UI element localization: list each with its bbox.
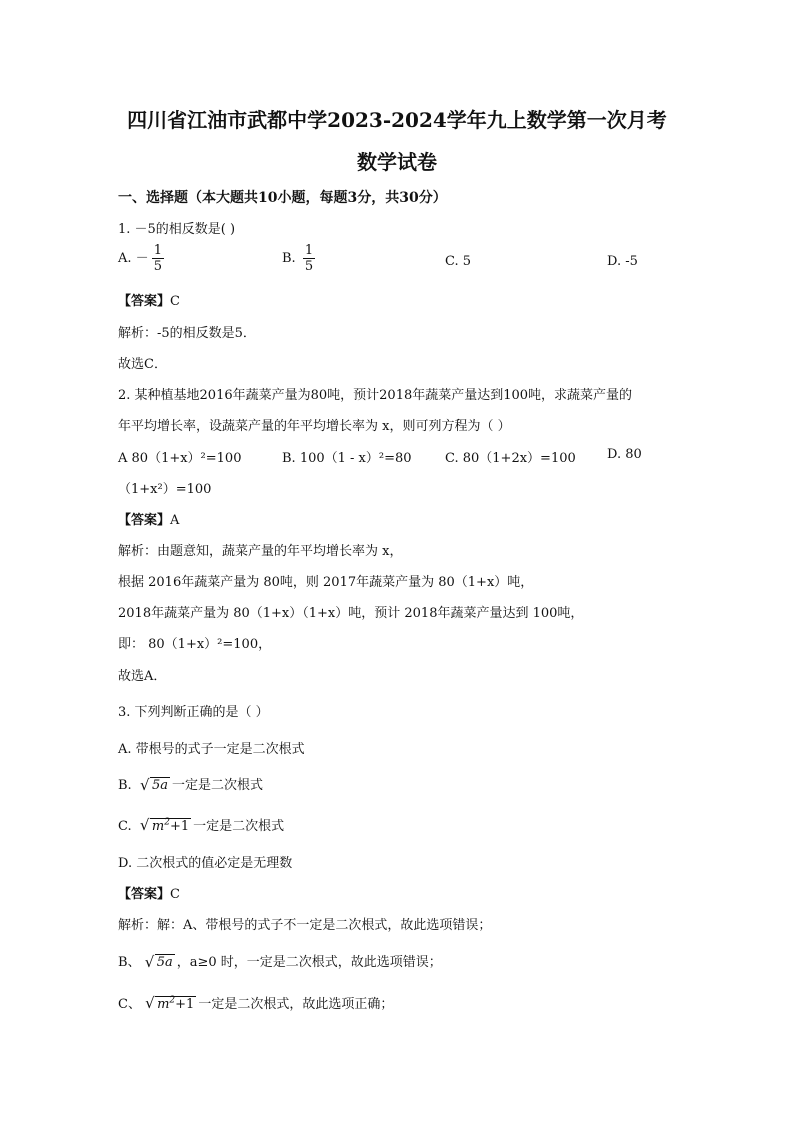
answer-value: C <box>170 887 180 902</box>
q1-option-a-sign: － <box>135 251 149 266</box>
q1-conclusion: 故选C． <box>118 357 167 372</box>
q2-stem-line1: 2. 某种植基地2016年蔬菜产量为80吨，预计2018年蔬菜产量达到100吨，求蔬菜产量的 <box>118 388 633 403</box>
q3-answer <box>118 883 180 902</box>
radical-sign: √ <box>145 993 155 1012</box>
q3-option-c-label: C. <box>118 819 132 834</box>
q3-option-b-text: 一定是二次根式 <box>171 778 263 793</box>
q2-analysis-2: 根据 2016年蔬菜产量为 80吨，则 2017年蔬菜产量为 80（1+x）吨， <box>118 575 534 590</box>
radicand-tail: +1 <box>175 997 195 1012</box>
q1-option-c: C. 5 <box>445 254 472 269</box>
q3-analysis-1: 解析：解：A、带根号的式子不一定是二次根式，故此选项错误； <box>118 918 492 933</box>
q1-option-b-fraction <box>303 243 315 274</box>
section-heading: 一、选择题（本大题共10小题，每题3分，共30分） <box>118 190 447 206</box>
analysis-label: C、 <box>118 997 141 1012</box>
radical-sign: √ <box>144 953 155 971</box>
q1-stem: 1. －5的相反数是( ) <box>118 222 236 237</box>
q2-conclusion: 故选A． <box>118 669 167 684</box>
q2-analysis-3: 2018年蔬菜产量为 80（1+x）（1+x）吨，预计 2018年蔬菜产量达到 100吨， <box>118 606 584 621</box>
answer-value: A <box>170 513 180 528</box>
analysis-label: B、 <box>118 955 141 970</box>
radical-sign: √ <box>139 815 150 834</box>
q2-option-a: A 80（1+x）²=100 <box>118 451 242 466</box>
q3-option-d: D. 二次根式的值必定是无理数 <box>118 856 293 871</box>
numerator: 1 <box>304 243 314 258</box>
square-root <box>139 815 191 834</box>
q2-stem-line2: 年平均增长率，设蔬菜产量的年平均增长率为 x，则可列方程为（ ） <box>118 419 511 434</box>
q1-analysis: 解析：-5的相反数是5． <box>118 326 256 341</box>
q1-option-a-fraction <box>152 243 164 274</box>
radicand-exponent: 2 <box>164 817 170 828</box>
document-title: 四川省江油市武都中学2023-2024学年九上数学第一次月考 <box>127 108 667 132</box>
q1-option-b-label: B. <box>282 251 296 266</box>
answer-value: C <box>170 294 180 309</box>
denominator: 5 <box>153 259 162 274</box>
q1-option-b <box>282 243 318 274</box>
answer-tag: 【答案】 <box>118 294 171 309</box>
q3-option-b <box>118 774 263 793</box>
q3-option-b-label: B. <box>118 778 132 793</box>
q3-analysis-3 <box>118 993 393 1012</box>
radicand-exponent: 2 <box>169 995 176 1006</box>
q3-option-c-text: 一定是二次根式 <box>193 819 285 834</box>
q1-option-a-label: A. <box>118 251 132 266</box>
q1-option-a <box>118 243 167 274</box>
q3-stem: 3. 下列判断正确的是（ ） <box>118 705 269 720</box>
q2-option-d: D. 80 <box>607 447 642 462</box>
q3-analysis-2 <box>118 951 442 970</box>
q2-analysis-1: 解析：由题意知，蔬菜产量的年平均增长率为 x， <box>118 544 403 559</box>
square-root <box>145 993 196 1012</box>
q2-option-d-continued: （1+x²）=100 <box>118 482 212 497</box>
q1-answer <box>118 290 180 309</box>
document-subtitle: 数学试卷 <box>357 150 437 174</box>
denominator: 5 <box>304 259 314 274</box>
analysis-text: 一定是二次根式，故此选项正确； <box>198 997 394 1012</box>
radicand <box>150 818 191 834</box>
q3-option-a: A. 带根号的式子一定是二次根式 <box>118 742 305 757</box>
q2-option-b: B. 100（1 - x）²=80 <box>282 451 412 466</box>
numerator: 1 <box>153 243 162 258</box>
radicand: 5a <box>151 778 168 793</box>
radicand: 5a <box>156 955 173 970</box>
radical-sign: √ <box>139 776 150 794</box>
q2-answer <box>118 509 179 528</box>
q2-option-c: C. 80（1+2x）=100 <box>445 451 576 466</box>
q1-option-d: D. -5 <box>607 254 638 269</box>
q2-analysis-4: 即： 80（1+x）²=100， <box>118 637 272 652</box>
q3-option-c <box>118 815 284 834</box>
radicand-base: m <box>157 997 170 1012</box>
answer-tag: 【答案】 <box>118 887 171 902</box>
answer-tag: 【答案】 <box>118 513 171 528</box>
radicand <box>155 996 196 1012</box>
square-root <box>140 778 170 793</box>
square-root <box>145 955 175 970</box>
analysis-text: ，a≥0 时，一定是二次根式，故此选项错误； <box>176 955 442 970</box>
radicand-tail: +1 <box>169 819 190 834</box>
radicand-base: m <box>151 819 165 834</box>
